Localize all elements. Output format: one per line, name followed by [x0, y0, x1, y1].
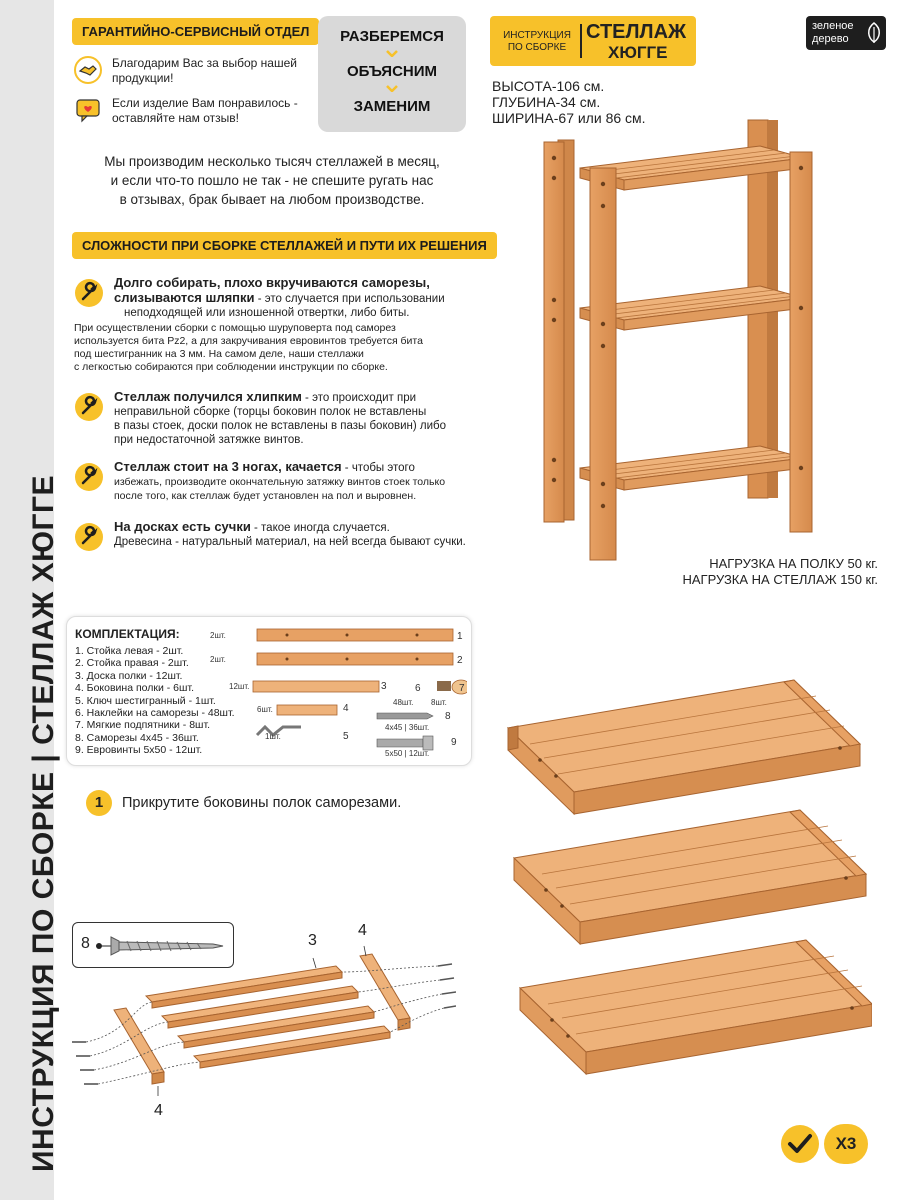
problem-3-line: избежать, производите окончательную затяжку винтов стоек только	[114, 476, 446, 488]
shelf-3	[520, 940, 872, 1074]
kit-item: 8. Саморезы 4х45 - 36шт.	[75, 731, 199, 744]
problem-4-desc: - такое иногда случается.	[250, 522, 390, 534]
part-num: 2	[457, 655, 463, 666]
service-tag: ГАРАНТИЙНО-СЕРВИСНЫЙ ОТДЕЛ	[72, 18, 319, 45]
step-text: Прикрутите боковины полок саморезами.	[122, 795, 402, 811]
part-num: 1	[457, 631, 463, 642]
problem-1-extra-line: При осуществлении сборки с помощью шуруповерта под саморез	[74, 322, 396, 334]
wrench-icon	[74, 462, 104, 492]
side-title: ИНСТРУКЦИЯ ПО СБОРКЕ | СТЕЛЛАЖ ХЮГГЕ	[27, 474, 60, 1172]
part-eurobolt	[377, 739, 423, 747]
title-sub: ХЮГГЕ	[608, 43, 668, 62]
part-qty: 5х50 | 12шт.	[385, 749, 430, 758]
problem-4-line: Древесина - натуральный материал, на ней всегда бывают сучки.	[114, 536, 466, 548]
problem-1-desc: - это случается при использовании	[254, 293, 445, 305]
problem-3-line: после того, как стеллаж будет установлен на пол и выровнен.	[114, 490, 417, 502]
part-num: 5	[343, 731, 349, 742]
problem-1-title2: слизываются шляпки	[114, 290, 255, 305]
problem-3-desc: - чтобы этого	[341, 462, 415, 474]
part-foot-pad	[437, 681, 451, 691]
problem-1-title: Долго собирать, плохо вкручиваются саморезы,	[114, 275, 430, 290]
problem-3-title: Стеллаж стоит на 3 ногах, качается	[114, 459, 342, 474]
part-num: 3	[381, 681, 387, 692]
kit-item: 1. Стойка левая - 2шт.	[75, 645, 184, 657]
slogan-3: ЗАМЕНИМ	[353, 98, 431, 115]
title-small-line: ПО СБОРКЕ	[507, 42, 567, 53]
intro-text	[72, 152, 472, 209]
problem-2-line: в пазы стоек, доски полок не вставлены в пазы боковин) либо	[114, 420, 447, 432]
shelf-unit-illustration	[540, 118, 820, 562]
side-bottom-label: 4	[154, 1102, 163, 1119]
load-total: НАГРУЗКА НА СТЕЛЛАЖ 150 кг.	[682, 572, 878, 587]
problem-2-line: неправильной сборке (торцы боковин полок не вставлены	[114, 406, 427, 418]
kit-title: КОМПЛЕКТАЦИЯ:	[75, 627, 180, 641]
problem-4-title: На досках есть сучки	[114, 519, 251, 534]
shelf-2	[514, 810, 866, 944]
review-line-1: Если изделие Вам понравилось -	[112, 96, 298, 110]
chevron-down-icon	[386, 50, 398, 57]
problem-1-extra-line: используется бита Pz2, а для закручивания евровинтов требуется бита	[74, 335, 423, 347]
thanks-line-2: продукции!	[112, 71, 174, 85]
wrench-icon	[74, 522, 104, 552]
step-1	[86, 790, 401, 816]
kit-item: 3. Доска полки - 12шт.	[75, 669, 183, 682]
intro-line: в отзывах, брак бывает на любом производстве.	[119, 192, 425, 207]
part-qty: 4х45 | 36шт.	[385, 723, 430, 732]
kit-item: 5. Ключ шестигранный - 1шт.	[75, 694, 216, 707]
heart-chat-icon	[74, 96, 102, 124]
part-num: 9	[451, 737, 457, 748]
problem-2-line: при недостаточной затяжке винтов.	[114, 434, 304, 446]
load-shelf: НАГРУЗКА НА ПОЛКУ 50 кг.	[709, 556, 878, 571]
title-separator	[580, 24, 582, 58]
problem-4	[74, 520, 484, 549]
problem-1-extra	[74, 322, 423, 374]
shelf-1	[508, 680, 860, 814]
title-small-line: ИНСТРУКЦИЯ	[503, 30, 571, 41]
dim-depth: ГЛУБИНА-34 см.	[492, 94, 601, 110]
problems-tag: СЛОЖНОСТИ ПРИ СБОРКЕ СТЕЛЛАЖЕЙ И ПУТИ ИХ РЕШЕНИЯ	[72, 232, 497, 259]
slogan-1: РАЗБЕРЕМСЯ	[340, 28, 444, 45]
problem-1-desc2: неподходящей или изношенной отвертки, либо биты.	[124, 307, 410, 319]
problem-2	[74, 390, 484, 447]
dim-width: ШИРИНА-67 или 86 см.	[492, 110, 646, 126]
slogan-box	[318, 16, 466, 132]
kit-item: 6. Наклейки на саморезы - 48шт.	[75, 707, 235, 720]
title-box	[490, 16, 696, 66]
problem-1-extra-line: под шестигранник на 3 мм. На самом деле, наши стеллажи	[74, 348, 364, 360]
part-num: 8	[445, 711, 451, 722]
kit-box	[66, 616, 472, 766]
thanks-line-1: Благодарим Вас за выбор нашей	[112, 56, 297, 70]
slogan-2: ОБЪЯСНИМ	[346, 63, 438, 80]
problem-1	[74, 276, 484, 320]
side-top-label: 4	[358, 922, 367, 939]
chevron-down-icon	[386, 85, 398, 92]
wrench-icon	[74, 392, 104, 422]
part-num: 4	[343, 703, 349, 714]
review-line-2: оставляйте нам отзыв!	[112, 111, 240, 125]
kit-item: 2. Стойка правая - 2шт.	[75, 657, 189, 670]
part-qty: 12шт.	[229, 682, 250, 691]
screw-label: 8	[81, 935, 90, 952]
part-shelf-side	[277, 705, 337, 715]
step-number: 1	[86, 790, 112, 816]
check-icon	[780, 1124, 820, 1164]
intro-line: и если что-то пошло не так - не спешите ругать нас	[110, 173, 434, 188]
assembly-diagram	[66, 944, 456, 1104]
handshake-icon	[74, 56, 102, 84]
part-qty: 8шт.	[431, 698, 447, 707]
thanks-row	[74, 56, 297, 86]
title-big: СТЕЛЛАЖ	[586, 21, 687, 43]
dim-height: ВЫСОТА-106 см.	[492, 78, 605, 94]
problem-3	[74, 460, 484, 503]
part-shelf-board	[253, 681, 379, 692]
part-qty: 2шт.	[210, 655, 226, 664]
board-label: 3	[308, 932, 317, 949]
part-qty: 1шт.	[265, 732, 281, 741]
kit-item: 7. Мягкие подпятники - 8шт.	[75, 719, 211, 732]
brand-logo	[806, 16, 886, 50]
problem-2-desc: - это происходит при	[301, 392, 417, 404]
part-qty: 6шт.	[257, 705, 273, 714]
intro-line: Мы производим несколько тысяч стеллажей в месяц,	[104, 154, 440, 169]
wrench-icon	[74, 278, 104, 308]
logo-line: зеленое	[812, 20, 854, 32]
shelves-x3-illustration	[500, 676, 872, 1088]
problem-1-extra-line: с легкостью собираются при соблюдении инструкции по сборке.	[74, 361, 388, 373]
multiplier-badge: Х3	[824, 1124, 868, 1164]
part-num: 6	[415, 683, 421, 694]
review-row	[74, 96, 298, 126]
part-qty: 2шт.	[210, 631, 226, 640]
kit-parts-illustration	[227, 623, 467, 763]
load-capacity	[682, 556, 878, 588]
kit-item: 4. Боковина полки - 6шт.	[75, 682, 194, 695]
title-small	[500, 30, 574, 54]
part-num: 7	[459, 683, 465, 694]
part-screw	[377, 713, 433, 719]
problem-2-title: Стеллаж получился хлипким	[114, 389, 302, 404]
logo-line: дерево	[812, 33, 849, 45]
kit-item: 9. Евровинты 5х50 - 12шт.	[75, 744, 203, 757]
leaf-icon	[866, 22, 882, 44]
part-qty: 48шт.	[393, 698, 414, 707]
